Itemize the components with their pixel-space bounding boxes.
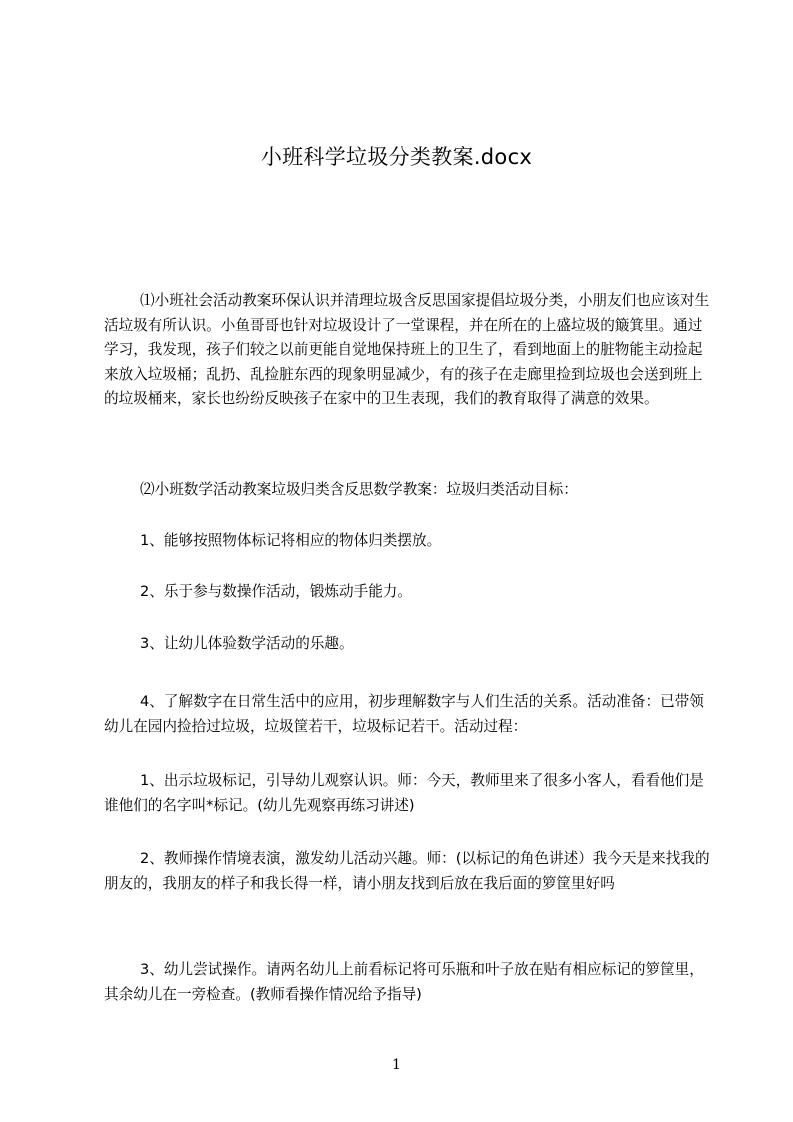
paragraph-2: ⑵小班数学活动教案垃圾归类含反思数学教案：垃圾归类活动目标： bbox=[140, 481, 578, 498]
document-title: 小班科学垃圾分类教案.docx bbox=[260, 145, 533, 169]
paragraph-8: 2、教师操作情境表演，激发幼儿活动兴趣。师：(以标记的角色讲述）我今天是来找我的朋友的，我朋友的样子和我长得一样，请小朋友找到后放在我后面的箩筐里好吗 bbox=[104, 850, 710, 892]
paragraph-4: 2、乐于参与数操作活动，锻炼动手能力。 bbox=[140, 583, 412, 600]
paragraph-6: 4、了解数字在日常生活中的应用，初步理解数字与人们生活的关系。活动准备：已带领幼儿在园内捡拾过垃圾，垃圾筐若干，垃圾标记若干。活动过程： bbox=[104, 693, 704, 735]
paragraph-5: 3、让幼儿体验数学活动的乐趣。 bbox=[140, 635, 354, 652]
paragraph-3: 1、能够按照物体标记将相应的物体归类摆放。 bbox=[140, 532, 442, 549]
paragraph-1: ⑴小班社会活动教案环保认识并清理垃圾含反思国家提倡垃圾分类，小朋友们也应该对生活垃圾有所认识。小鱼哥哥也针对垃圾设计了一堂课程，并在所在的上盛垃圾的簸箕里。通过学习，我发现，孩子们较之以前更能自觉地保持班上的卫生了，看到地面上的脏物能主动捡起来放入垃圾桶；乱扔、乱捡脏东西的现象明显减少，有的孩子在走廊里捡到垃圾也会送到班上的垃圾桶来，家长也纷纷反映孩子在家中的卫生表现，我们的教育取得了满意的效果。 bbox=[104, 292, 710, 407]
paragraph-7: 1、出示垃圾标记，引导幼儿观察认识。师：今天，教师里来了很多小客人，看看他们是谁他们的名字叫*标记。(幼儿先观察再练习讲述) bbox=[104, 772, 704, 814]
page-number: 1 bbox=[392, 1057, 401, 1073]
paragraph-9: 3、幼儿尝试操作。请两名幼儿上前看标记将可乐瓶和叶子放在贴有相应标记的箩筐里，其余幼儿在一旁检查。(教师看操作情况给予指导) bbox=[104, 961, 704, 1003]
